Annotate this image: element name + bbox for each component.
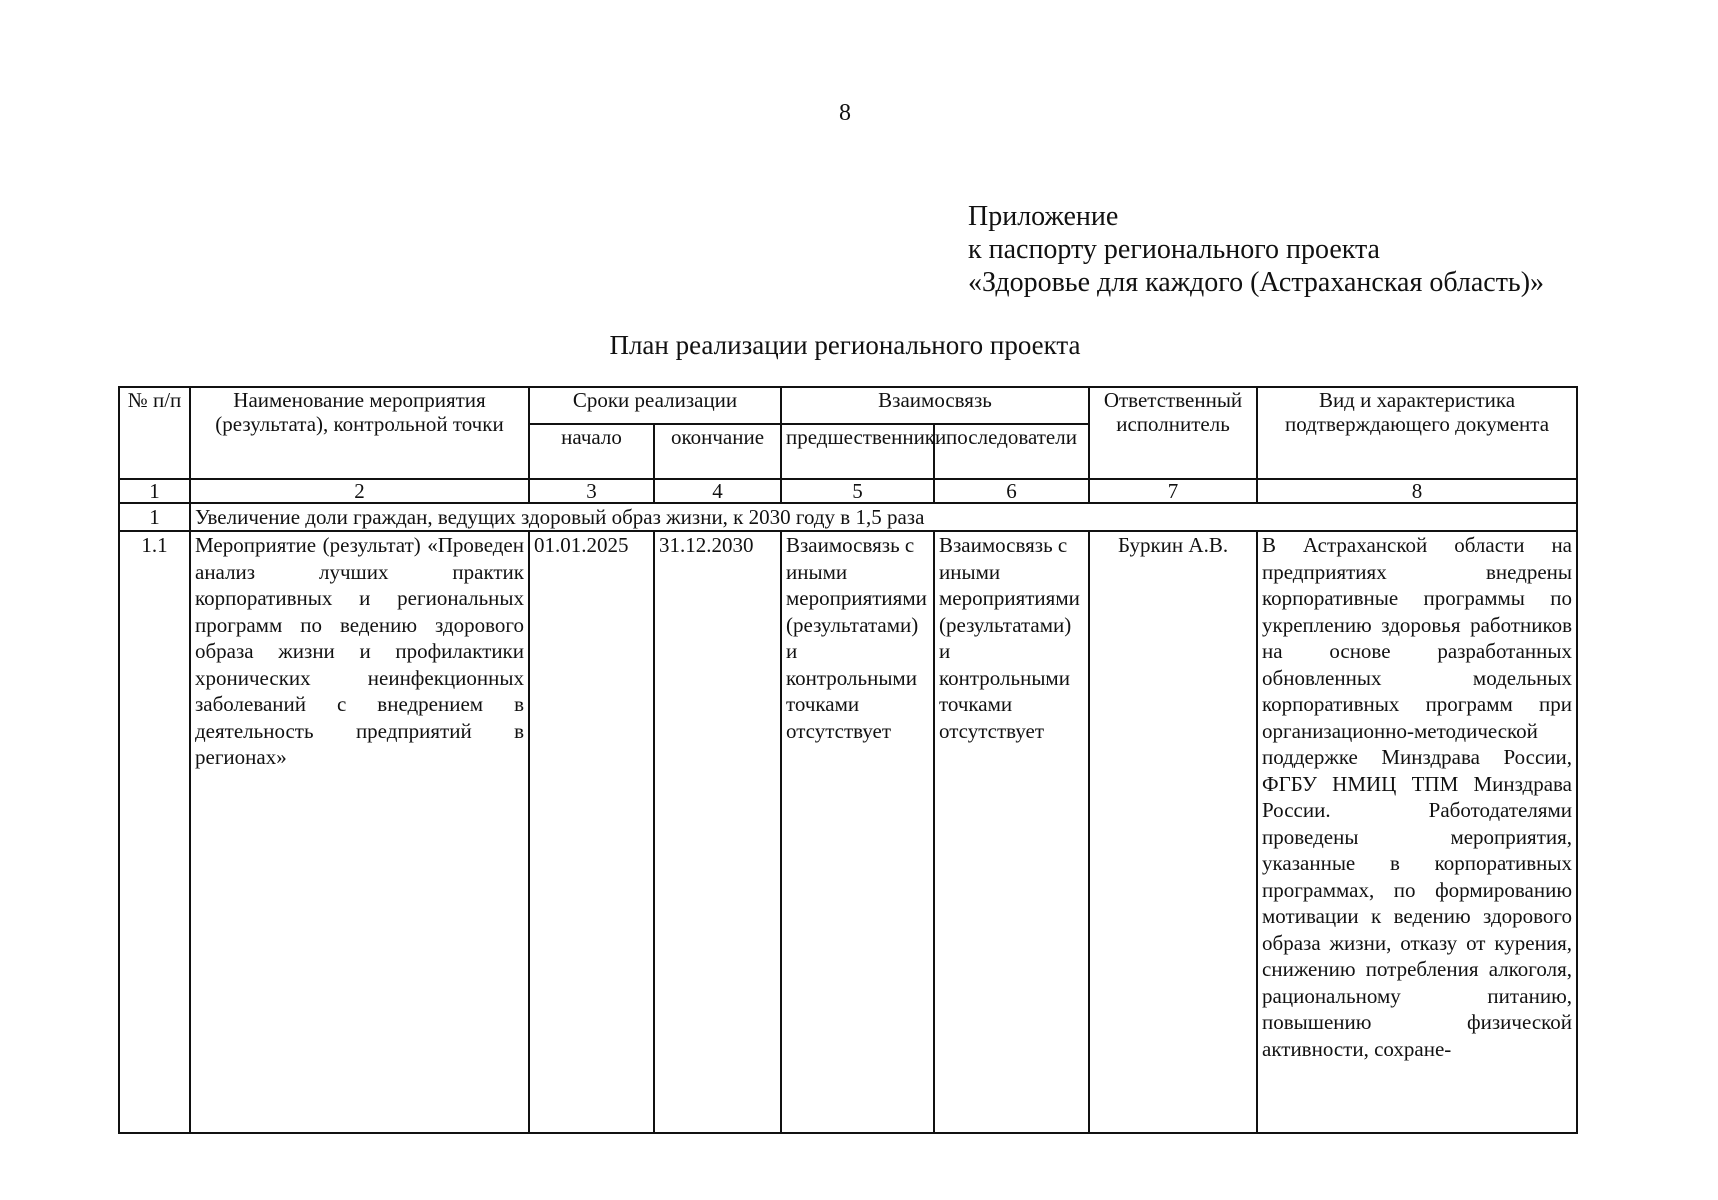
- column-number: 5: [781, 479, 934, 503]
- column-number: 1: [119, 479, 190, 503]
- column-number: 2: [190, 479, 529, 503]
- header-document: Вид и характеристика подтверждающего документа: [1257, 387, 1577, 479]
- column-number-row: [119, 479, 1577, 503]
- row-name: Мероприятие (результат) «Проведен анализ лучших практик корпоративных и региональных программ по ведению здорового образа жизни и профилактики хронических неинфекционных заболеваний с внедрением в деятельность предприятий в регионах»: [190, 531, 529, 1133]
- header-start: начало: [529, 424, 654, 479]
- row-num: 1.1: [119, 531, 190, 1133]
- header-successors: последователи: [934, 424, 1089, 479]
- plan-table: [118, 386, 1578, 1134]
- row-start-date: 01.01.2025: [529, 531, 654, 1133]
- appendix-line-3: «Здоровье для каждого (Астраханская область)»: [968, 267, 1545, 298]
- header-name: Наименование мероприятия (результата), контрольной точки: [190, 387, 529, 479]
- header-relation: Взаимосвязь: [781, 387, 1089, 424]
- appendix-line-2: к паспорту регионального проекта: [968, 234, 1380, 265]
- table-row: [119, 531, 1577, 1133]
- goal-row: [119, 503, 1577, 531]
- row-responsible: Буркин А.В.: [1089, 531, 1257, 1133]
- header-row-1: [119, 387, 1577, 424]
- row-document: В Астраханской области на предприятиях внедрены корпоративные программы по укреплению здоровья работников на основе разработанных обновленных модельных корпоративных программ при организационно-методической поддержке Минздрава России, ФГБУ НМИЦ ТПМ Минздрава России. Работодателями проведены мероприятия, указанные в корпоративных программах, по формированию мотивации к ведению здорового образа жизни, отказу от курения, снижению потребления алкоголя, рациональному питанию, повышению физической активности, сохране-: [1257, 531, 1577, 1133]
- column-number: 8: [1257, 479, 1577, 503]
- column-number: 4: [654, 479, 781, 503]
- row-end-date: 31.12.2030: [654, 531, 781, 1133]
- header-predecessors: предшественники: [781, 424, 934, 479]
- column-number: 7: [1089, 479, 1257, 503]
- goal-text: Увеличение доли граждан, ведущих здоровый образ жизни, к 2030 году в 1,5 раза: [190, 503, 1577, 531]
- column-number: 6: [934, 479, 1089, 503]
- column-number: 3: [529, 479, 654, 503]
- appendix-header: [968, 200, 1544, 299]
- row-predecessors: Взаимосвязь с иными мероприятиями (результатами) и контрольными точками отсутствует: [781, 531, 934, 1133]
- goal-num: 1: [119, 503, 190, 531]
- appendix-line-1: Приложение: [968, 201, 1119, 232]
- header-end: окончание: [654, 424, 781, 479]
- document-title: План реализации регионального проекта: [609, 330, 1081, 360]
- header-terms: Сроки реализации: [529, 387, 781, 424]
- header-num: № п/п: [119, 387, 190, 479]
- header-responsible: Ответственный исполнитель: [1089, 387, 1257, 479]
- page-number: 8: [839, 100, 851, 126]
- row-successors: Взаимосвязь с иными мероприятиями (результатами) и контрольными точками отсутствует: [934, 531, 1089, 1133]
